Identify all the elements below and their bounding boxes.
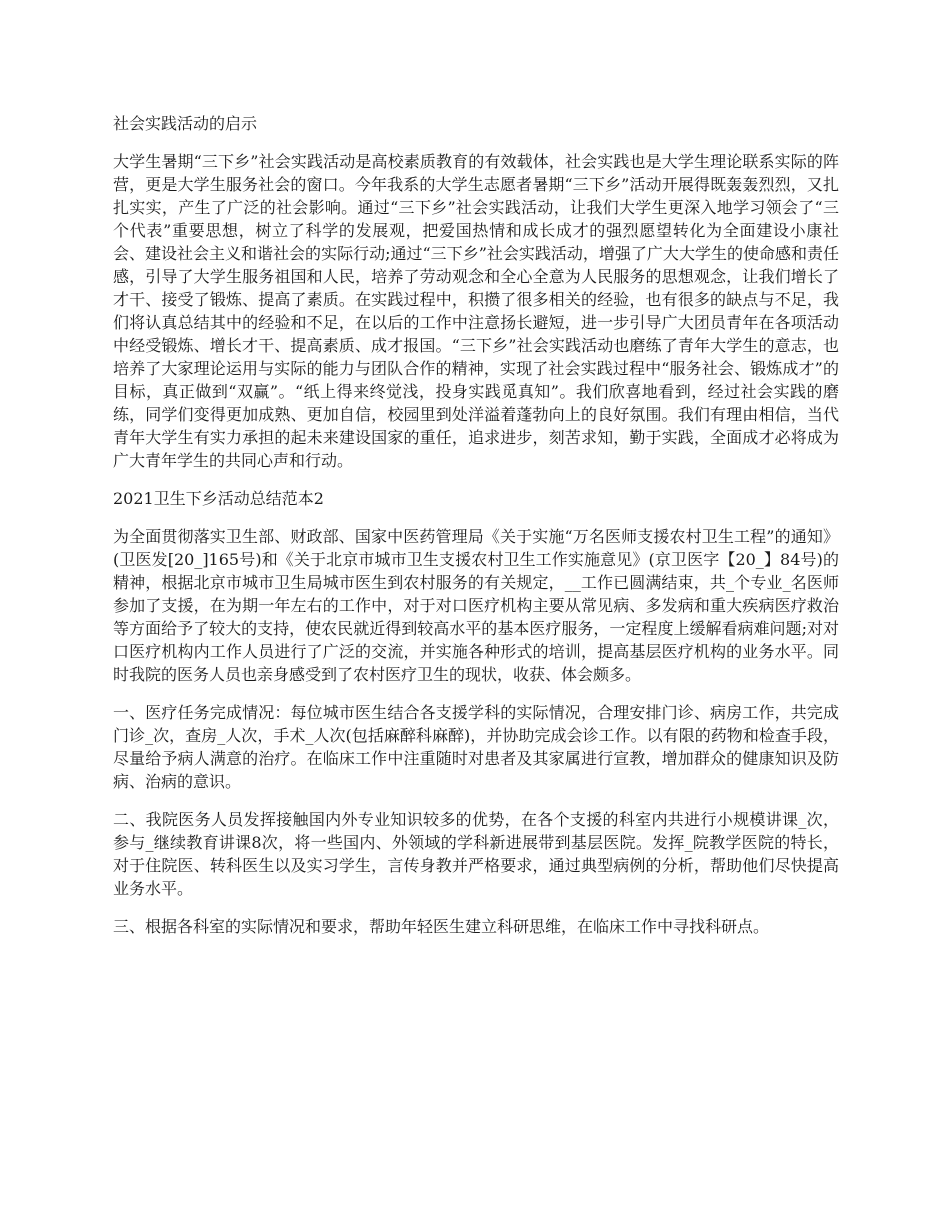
section-intro-paragraph: 为全面贯彻落实卫生部、财政部、国家中医药管理局《关于实施“万名医师支援农村卫生工程”的通知》(卫医发[20_]165号)和《关于北京市城市卫生支援农村卫生工作实施意见》(京卫医字【20_】84号)的精神，根据北京市城市卫生局城市医生到农村服务的有关规定，__工作已圆满结束，共_个专业_名医师参加了支援，在为期一年左右的工作中，对于对口医疗机构主要从常见病、多发病和重大疾病医疗救治等方面给予了较大的支持，使农民就近得到较高水平的基本医疗服务，一定程度上缓解看病难问题;对对口医疗机构内工作人员进行了广泛的交流，并实施各种形式的培训，提高基层医疗机构的业务水平。同时我院的医务人员也亲身感受到了农村医疗卫生的现状，收获、体会颇多。 — [113, 527, 839, 684]
item-1-paragraph: 一、医疗任务完成情况：每位城市医生结合各支援学科的实际情况，合理安排门诊、病房工作，共完成门诊_次，查房_人次，手术_人次(包括麻醉科麻醉)，并协助完成会诊工作。以有限的药物和检查手段，尽量给予病人满意的治疗。在临床工作中注重随时对患者及其家属进行宣教，增加群众的健康知识及防病、治病的意识。 — [113, 703, 839, 791]
section-title: 2021卫生下乡活动总结范本2 — [113, 489, 324, 508]
intro-paragraph: 大学生暑期“三下乡”社会实践活动是高校素质教育的有效载体，社会实践也是大学生理论联系实际的阵营，更是大学生服务社会的窗口。今年我系的大学生志愿者暑期“三下乡”活动开展得既轰轰烈烈，又扎扎实实，产生了广泛的社会影响。通过“三下乡”社会实践活动，让我们大学生更深入地学习领会了“三个代表”重要思想，树立了科学的发展观，把爱国热情和成长成才的强烈愿望转化为全面建设小康社会、建设社会主义和谐社会的实际行动;通过“三下乡”社会实践活动，增强了广大大学生的使命感和责任感，引导了大学生服务祖国和人民，培养了劳动观念和全心全意为人民服务的思想观念，让我们增长了才干、接受了锻炼、提高了素质。在实践过程中，积攒了很多相关的经验，也有很多的缺点与不足，我们将认真总结其中的经验和不足，在以后的工作中注意扬长避短，进一步引导广大团员青年在各项活动中经受锻炼、增长才干、提高素质、成才报国。“三下乡”社会实践活动也磨练了青年大学生的意志，也培养了大家理论运用与实际的能力与团队合作的精神，实现了社会实践过程中“服务社会、锻炼成才”的目标，真正做到“双赢”。“纸上得来终觉浅，投身实践觅真知”。我们欣喜地看到，经过社会实践的磨练，同学们变得更加成熟、更加自信，校园里到处洋溢着蓬勃向上的良好氛围。我们有理由相信，当代青年大学生有实力承担的起未来建设国家的重任，追求进步，刻苦求知，勤于实践，全面成才必将成为广大青年学生的共同心声和行动。 — [113, 152, 839, 470]
item-2-paragraph: 二、我院医务人员发挥接触国内外专业知识较多的优势，在各个支援的科室内共进行小规模讲课_次，参与_继续教育讲课8次，将一些国内、外领域的学科新进展带到基层医院。发挥_院教学医院的特长，对于住院医、转科医生以及实习学生，言传身教并严格要求，通过典型病例的分析，帮助他们尽快提高业务水平。 — [113, 810, 839, 898]
item-3-paragraph: 三、根据各科室的实际情况和要求，帮助年轻医生建立科研思维，在临床工作中寻找科研点。 — [113, 917, 770, 936]
document-title: 社会实践活动的启示 — [113, 114, 258, 133]
document-page — [113, 112, 839, 953]
